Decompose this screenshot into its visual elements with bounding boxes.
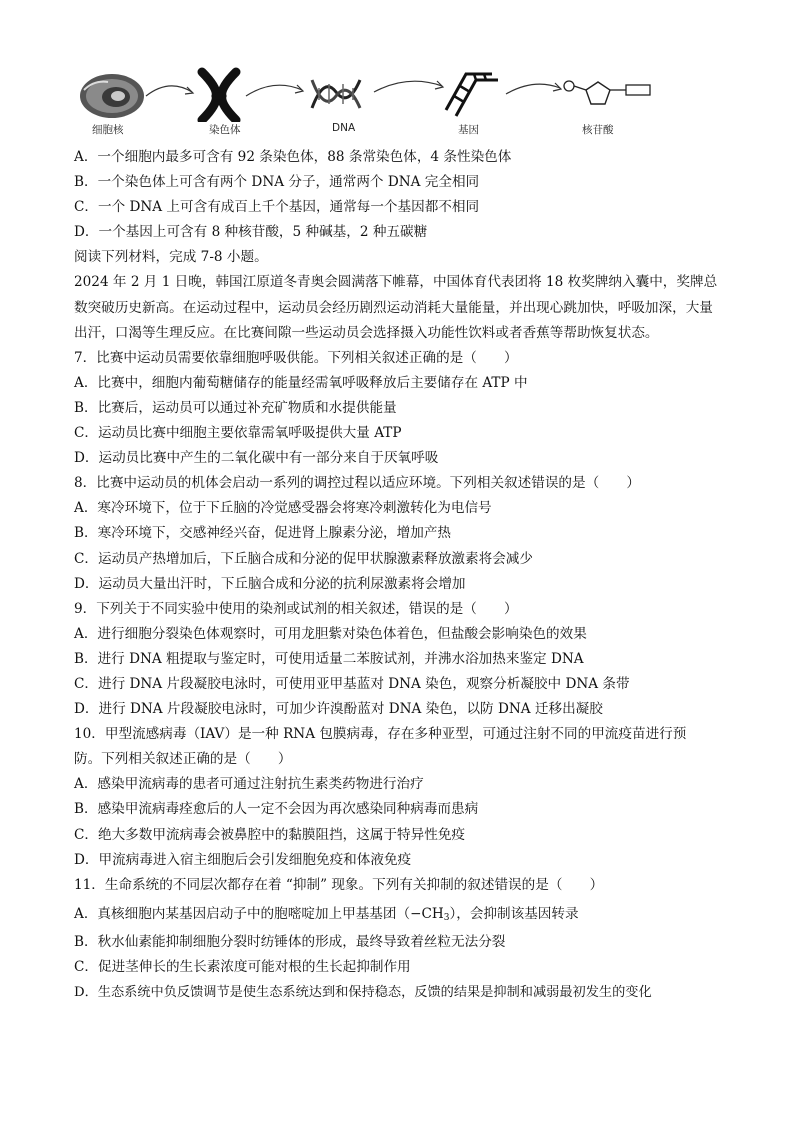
q8-option-a: A．寒冷环境下，位于下丘脑的冷觉感受器会将寒冷刺激转化为电信号 [74,500,492,517]
q7-option-a: A．比赛中，细胞内葡萄糖储存的能量经需氧呼吸释放后主要储存在 ATP 中 [74,374,528,391]
q9-option-b: B．进行 DNA 粗提取与鉴定时，可使用适量二苯胺试剂，并沸水浴加热来鉴定 DNA [74,650,584,667]
q8-option-b: B．寒冷环境下，交感神经兴奋，促进肾上腺素分泌，增加产热 [74,525,452,542]
q9-option-a: A．进行细胞分裂染色体观察时，可用龙胆紫对染色体着色，但盐酸会影响染色的效果 [74,625,587,642]
question-body [74,145,720,1005]
q10-option-a: A．感染甲流病毒的患者可通过注射抗生素类药物进行治疗 [74,776,424,793]
q11-option-a-post: ），会抑制该基因转录 [449,905,579,922]
q11-option-b: B．秋水仙素能抑制细胞分裂时纺锤体的形成，最终导致着丝粒无法分裂 [74,933,506,950]
gene-hierarchy-figure [74,66,674,140]
nucleotide-image [564,81,650,104]
reading-intro: 阅读下列材料，完成 7-8 小题。 [74,249,268,266]
arrow-icon [506,83,561,94]
q9-option-c: C．进行 DNA 片段凝胶电泳时，可使用亚甲基蓝对 DNA 染色，观察分析凝胶中 DNA 条带 [74,675,630,692]
q10-option-c: C．绝大多数甲流病毒会被鼻腔中的黏膜阻挡，这属于特异性免疫 [74,826,466,843]
cell-nucleus-image [80,74,144,118]
q11-option-a-pre: A．真核细胞内某基因启动子中的胞嘧啶加上甲基基团（−CH [74,905,444,922]
gene-segment-image [446,74,498,116]
figure-label-nucleotide: 核苷酸 [582,124,614,136]
figure-label-nucleus: 细胞核 [92,124,124,136]
q8-option-c: C．运动员产热增加后，下丘脑合成和分泌的促甲状腺激素释放激素将会减少 [74,550,533,567]
reading-material: 2024 年 2 月 1 日晚，韩国江原道冬青奥会圆满落下帷幕，中国体育代表团将 18 枚奖牌纳入囊中，奖牌总数突破历史新高。在运动过程中，运动员会经历剧烈运动消耗大量能量，并出现心跳加快，呼吸加深，大量出汗，口渴等生理反应。在比赛间隙一些运动员会选择摄入功能性饮料或者香蕉等帮助恢复状态。 [74,274,718,341]
q11-option-a-subscript: 3 [443,912,450,923]
figure-label-dna: DNA [332,122,356,134]
q10-stem-line2: 防。下列相关叙述正确的是（ ） [74,751,292,768]
q7-stem: 7．比赛中运动员需要依靠细胞呼吸供能。下列相关叙述正确的是（ ） [74,349,518,366]
q11-option-c: C．促进茎伸长的生长素浓度可能对根的生长起抑制作用 [74,958,411,975]
q11-stem: 11．生命系统的不同层次都存在着 “抑制” 现象。下列有关抑制的叙述错误的是（ ） [74,876,604,893]
q11-option-d: D．生态系统中负反馈调节是使生态系统达到和保持稳态，反馈的结果是抑制和减弱最初发生的变化 [74,985,652,1000]
q9-stem: 9．下列关于不同实验中使用的染剂或试剂的相关叙述，错误的是（ ） [74,600,518,617]
figure-label-chromosome: 染色体 [209,124,241,136]
chromosome-image [202,72,236,120]
arrow-icon [246,85,303,96]
q11-option-a [74,898,720,930]
q8-option-d: D．运动员大量出汗时，下丘脑合成和分泌的抗利尿激素将会增加 [74,575,466,592]
q7-option-b: B．比赛后，运动员可以通过补充矿物质和水提供能量 [74,399,397,416]
q6-option-d: D．一个基因上可含有 8 种核苷酸，5 种碱基，2 种五碳糖 [74,224,428,241]
q7-option-d: D．运动员比赛中产生的二氧化碳中有一部分来自于厌氧呼吸 [74,450,439,467]
q10-option-b: B．感染甲流病毒痊愈后的人一定不会因为再次感染同种病毒而患病 [74,801,479,818]
q7-option-c: C．运动员比赛中细胞主要依靠需氧呼吸提供大量 ATP [74,425,402,442]
hierarchy-diagram [74,66,674,122]
q6-option-c: C．一个 DNA 上可含有成百上千个基因，通常每一个基因都不相同 [74,199,480,216]
arrow-icon [374,81,443,92]
q6-option-a: A．一个细胞内最多可含有 92 条染色体，88 条常染色体，4 条性染色体 [74,149,512,165]
figure-label-gene: 基因 [458,124,479,136]
q10-stem-line1: 10．甲型流感病毒（IAV）是一种 RNA 包膜病毒，存在多种亚型，可通过注射不同的甲流疫苗进行预 [74,726,687,743]
arrow-icon [146,86,193,96]
q8-stem: 8．比赛中运动员的机体会启动一系列的调控过程以适应环境。下列相关叙述错误的是（ ） [74,475,640,492]
q10-option-d: D．甲流病毒进入宿主细胞后会引发细胞免疫和体液免疫 [74,851,412,868]
q6-option-b: B．一个染色体上可含有两个 DNA 分子，通常两个 DNA 完全相同 [74,174,480,191]
q9-option-d: D．进行 DNA 片段凝胶电泳时，可加少许溴酚蓝对 DNA 染色，以防 DNA 迁移出凝胶 [74,701,603,718]
dna-helix-image [312,80,360,108]
